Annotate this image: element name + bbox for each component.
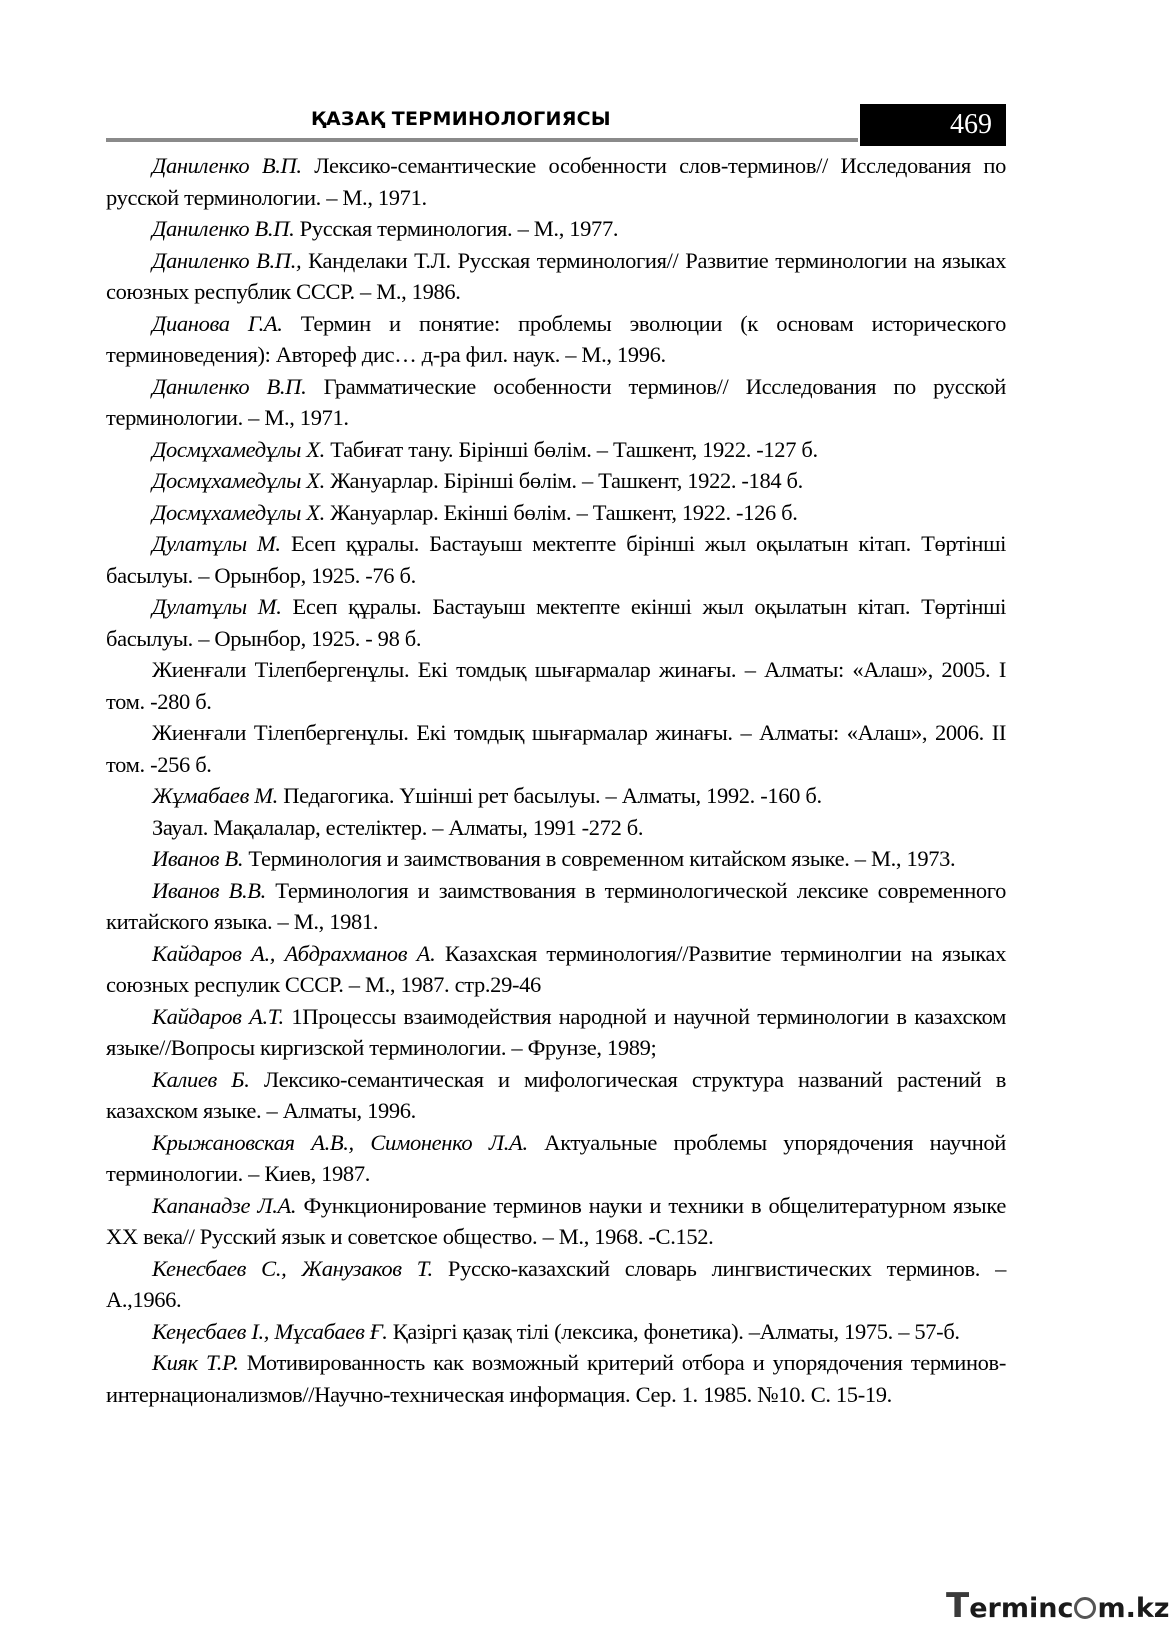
watermark-text-end: m.kz [1097, 1593, 1170, 1624]
entry-text: Қазіргі қазақ тілі (лексика, фонетика). –Алматы, 1975. – 57-б. [387, 1318, 960, 1344]
entry-author: Кайдаров А., Абдрахманов А. [152, 940, 436, 966]
entry-text: 1Процессы взаимодействия народной и научной терминологии в казахском языке//Вопросы киргизской терминологии. – Фрунзе, 1989; [106, 1003, 1006, 1060]
site-watermark [946, 1586, 1170, 1626]
entry-text: Русская терминология. – М., 1977. [294, 216, 619, 241]
entry-text: Педагогика. Үшінші рет басылуы. – Алматы, 1992. -160 б. [277, 783, 822, 808]
entry-author: Досмұхамедұлы Х. [152, 468, 325, 493]
bibliography-entry [106, 812, 1006, 844]
entry-text: Жиенғали Тілепбергенұлы. Екі томдық шығармалар жинағы. – Алматы: «Алаш», 2006. II том. -256 б. [106, 720, 1006, 777]
entry-author: Иванов В. [152, 846, 244, 871]
entry-text: Канделаки Т.Л. Русская терминология// Развитие терминологии на языках союзных республик СССР. – М., 1986. [106, 247, 1006, 304]
bibliography-entry [106, 245, 1006, 308]
watermark-text-start: erminc [969, 1593, 1074, 1624]
entry-text: Жануарлар. Екінші бөлім. – Ташкент, 1922. -126 б. [324, 499, 798, 525]
bibliography-entry [106, 308, 1006, 371]
entry-author: Кеңесбаев І., Мұсабаев Ғ. [152, 1318, 388, 1344]
bibliography-entry [106, 654, 1006, 717]
entry-author: Жұмабаев М. [152, 783, 278, 808]
bibliography-entry [106, 465, 1006, 497]
entry-text: Зауал. Мақалалар, естеліктер. – Алматы, 1991 -272 б. [152, 814, 644, 840]
entry-author: Кенесбаев С., Жанузаков Т. [152, 1255, 433, 1281]
bibliography-entry [106, 371, 1006, 434]
bibliography-entry [106, 591, 1006, 654]
entry-author: Дулатұлы М. [152, 594, 282, 619]
bibliography-entry [106, 1001, 1006, 1064]
entry-text: Есеп құралы. Бастауыш мектепте екінші жыл оқылатын кітап. Төртінші басылуы. – Орынбор, 1925. - 98 б. [106, 594, 1006, 651]
magnifier-icon [1074, 1597, 1096, 1619]
entry-text: Термин и понятие: проблемы эволюции (к основам исторического терминоведения): Автореф дис… д-ра фил. наук. – М., 1996. [106, 310, 1006, 367]
header-rule [106, 138, 858, 142]
entry-author: Даниленко В.П., [152, 247, 302, 273]
bibliography-entry [106, 528, 1006, 591]
entry-author: Дулатұлы М. [152, 531, 281, 556]
bibliography-entry [106, 1253, 1006, 1316]
bibliography-entry [106, 780, 1006, 812]
entry-text: Терминология и заимствования в современном китайском языке. – М., 1973. [243, 846, 956, 871]
entry-author: Иванов В.В. [152, 877, 266, 903]
running-title: ҚАЗАҚ ТЕРМИНОЛОГИЯСЫ [311, 108, 611, 130]
bibliography-entry [106, 1127, 1006, 1190]
entry-text: Функционирование терминов науки и техники в общелитературном языке XX века// Русский язык и советское общество. – М., 1968. -С.152. [106, 1192, 1006, 1249]
bibliography-entry [106, 1347, 1006, 1410]
entry-text: Жиенғали Тілепбергенұлы. Екі томдық шығармалар жинағы. – Алматы: «Алаш», 2005. I том. -280 б. [106, 657, 1006, 714]
bibliography-entry [106, 1190, 1006, 1253]
entry-author: Дианова Г.А. [152, 310, 283, 336]
entry-author: Досмұхамедұлы Х. [152, 436, 325, 462]
entry-author: Капанадзе Л.А. [152, 1192, 297, 1218]
bibliography-list [106, 150, 1006, 1410]
entry-text: Лексико-семантические особенности слов-терминов// Исследования по русской терминологии. – М., 1971. [106, 153, 1006, 210]
bibliography-entry [106, 497, 1006, 529]
watermark-initial: T [946, 1586, 970, 1626]
bibliography-entry [106, 150, 1006, 213]
entry-author: Даниленко В.П. [152, 373, 307, 399]
entry-author: Досмұхамедұлы Х. [152, 499, 325, 525]
bibliography-entry [106, 938, 1006, 1001]
entry-text: Есеп құралы. Бастауыш мектепте бірінші жыл оқылатын кітап. Төртінші басылуы. – Орынбор, 1925. -76 б. [106, 531, 1006, 588]
entry-text: Жануарлар. Бірінші бөлім. – Ташкент, 1922. -184 б. [324, 468, 803, 493]
entry-author: Даниленко В.П. [152, 216, 295, 241]
bibliography-entry [106, 1064, 1006, 1127]
running-head [106, 104, 1006, 146]
entry-text: Актуальные проблемы упорядочения научной терминологии. – Киев, 1987. [106, 1129, 1006, 1186]
entry-author: Крыжановская А.В., Симоненко Л.А. [152, 1129, 528, 1155]
page-number: 469 [860, 104, 1006, 146]
entry-text: Табиғат тану. Бірінші бөлім. – Ташкент, 1922. -127 б. [324, 436, 818, 462]
entry-author: Кайдаров А.Т. [152, 1003, 284, 1029]
entry-text: Грамматические особенности терминов// Исследования по русской терминологии. – М., 1971. [106, 373, 1006, 430]
entry-text: Лексико-семантическая и мифологическая структура названий растений в казахском языке. – Алматы, 1996. [106, 1066, 1006, 1123]
entry-text: Казахская терминология//Развитие терминолгии на языках союзных респулик СССР. – М., 1987. стр.29-46 [106, 940, 1006, 997]
entry-author: Даниленко В.П. [152, 153, 302, 178]
entry-author: Калиев Б. [152, 1066, 250, 1092]
bibliography-entry [106, 843, 1006, 875]
bibliography-entry [106, 213, 1006, 245]
entry-text: Русско-казахский словарь лингвистических терминов. – А.,1966. [106, 1255, 1006, 1312]
bibliography-entry [106, 1316, 1006, 1348]
entry-author: Кияк Т.Р. [152, 1350, 239, 1375]
bibliography-entry [106, 717, 1006, 780]
bibliography-entry [106, 875, 1006, 938]
entry-text: Мотивированность как возможный критерий отбора и упорядочения терминов-интернационализмов//Научно-техническая информация. Сер. 1. 1985. №10. С. 15-19. [106, 1350, 1006, 1407]
bibliography-entry [106, 434, 1006, 466]
entry-text: Терминология и заимствования в терминологической лексике современного китайского языка. – М., 1981. [106, 877, 1007, 934]
